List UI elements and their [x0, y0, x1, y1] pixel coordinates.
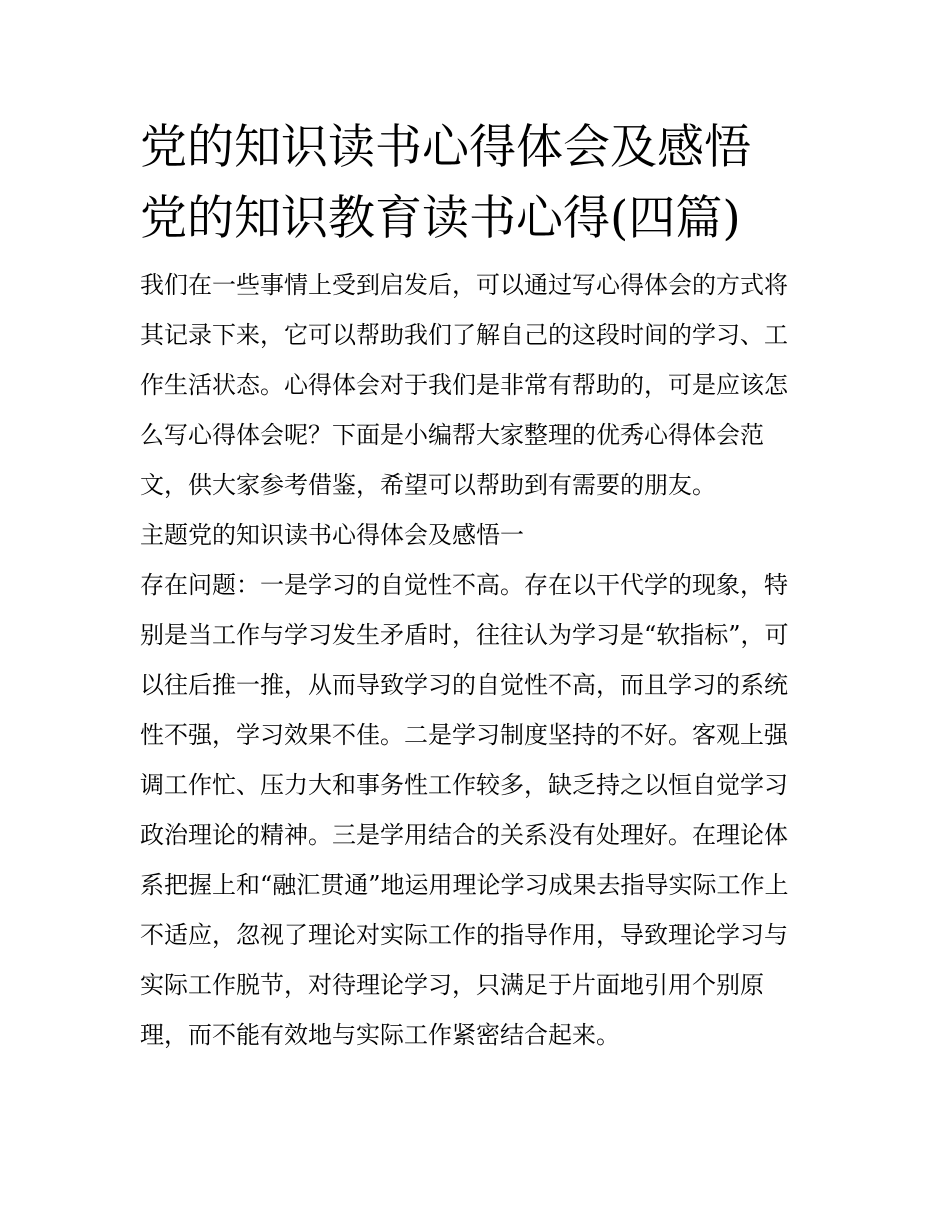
title-line-2: 党的知识教育读书心得(四篇)	[140, 191, 741, 246]
body-line-5: 调工作忙、压力大和事务性工作较多，缺乏持之以恒自觉学习	[140, 771, 788, 799]
intro-line-5: 文，供大家参考借鉴，希望可以帮助到有需要的朋友。	[140, 471, 716, 499]
title-line-1: 党的知识读书心得体会及感悟	[140, 120, 751, 175]
body-line-3: 以往后推一推，从而导致学习的自觉性不高，而且学习的系统	[140, 671, 788, 699]
body-line-2: 别是当工作与学习发生矛盾时，往往认为学习是“软指标”，可	[140, 621, 789, 649]
intro-paragraph	[140, 260, 820, 510]
body-line-9: 实际工作脱节，对待理论学习，只满足于片面地引用个别原	[140, 971, 764, 999]
body-line-7: 系把握上和“融汇贯通”地运用理论学习成果去指导实际工作上	[140, 871, 789, 899]
body-line-6: 政治理论的精神。三是学用结合的关系没有处理好。在理论体	[140, 821, 788, 849]
body-line-8: 不适应，忽视了理论对实际工作的指导作用，导致理论学习与	[140, 921, 788, 949]
body-line-4: 性不强，学习效果不佳。二是学习制度坚持的不好。客观上强	[140, 721, 788, 749]
intro-line-3: 作生活状态。心得体会对于我们是非常有帮助的，可是应该怎	[140, 371, 788, 399]
body-paragraph	[140, 560, 820, 1060]
document-title	[140, 112, 820, 254]
intro-line-2: 其记录下来，它可以帮助我们了解自己的这段时间的学习、工	[140, 321, 788, 349]
section-heading: 主题党的知识读书心得体会及感悟一	[140, 521, 524, 549]
intro-line-1: 我们在一些事情上受到启发后，可以通过写心得体会的方式将	[140, 271, 788, 299]
document-content	[140, 112, 820, 1060]
body-line-10: 理，而不能有效地与实际工作紧密结合起来。	[140, 1021, 620, 1049]
intro-line-4: 么写心得体会呢？下面是小编帮大家整理的优秀心得体会范	[140, 421, 764, 449]
body-line-1: 存在问题：一是学习的自觉性不高。存在以干代学的现象，特	[140, 571, 788, 599]
